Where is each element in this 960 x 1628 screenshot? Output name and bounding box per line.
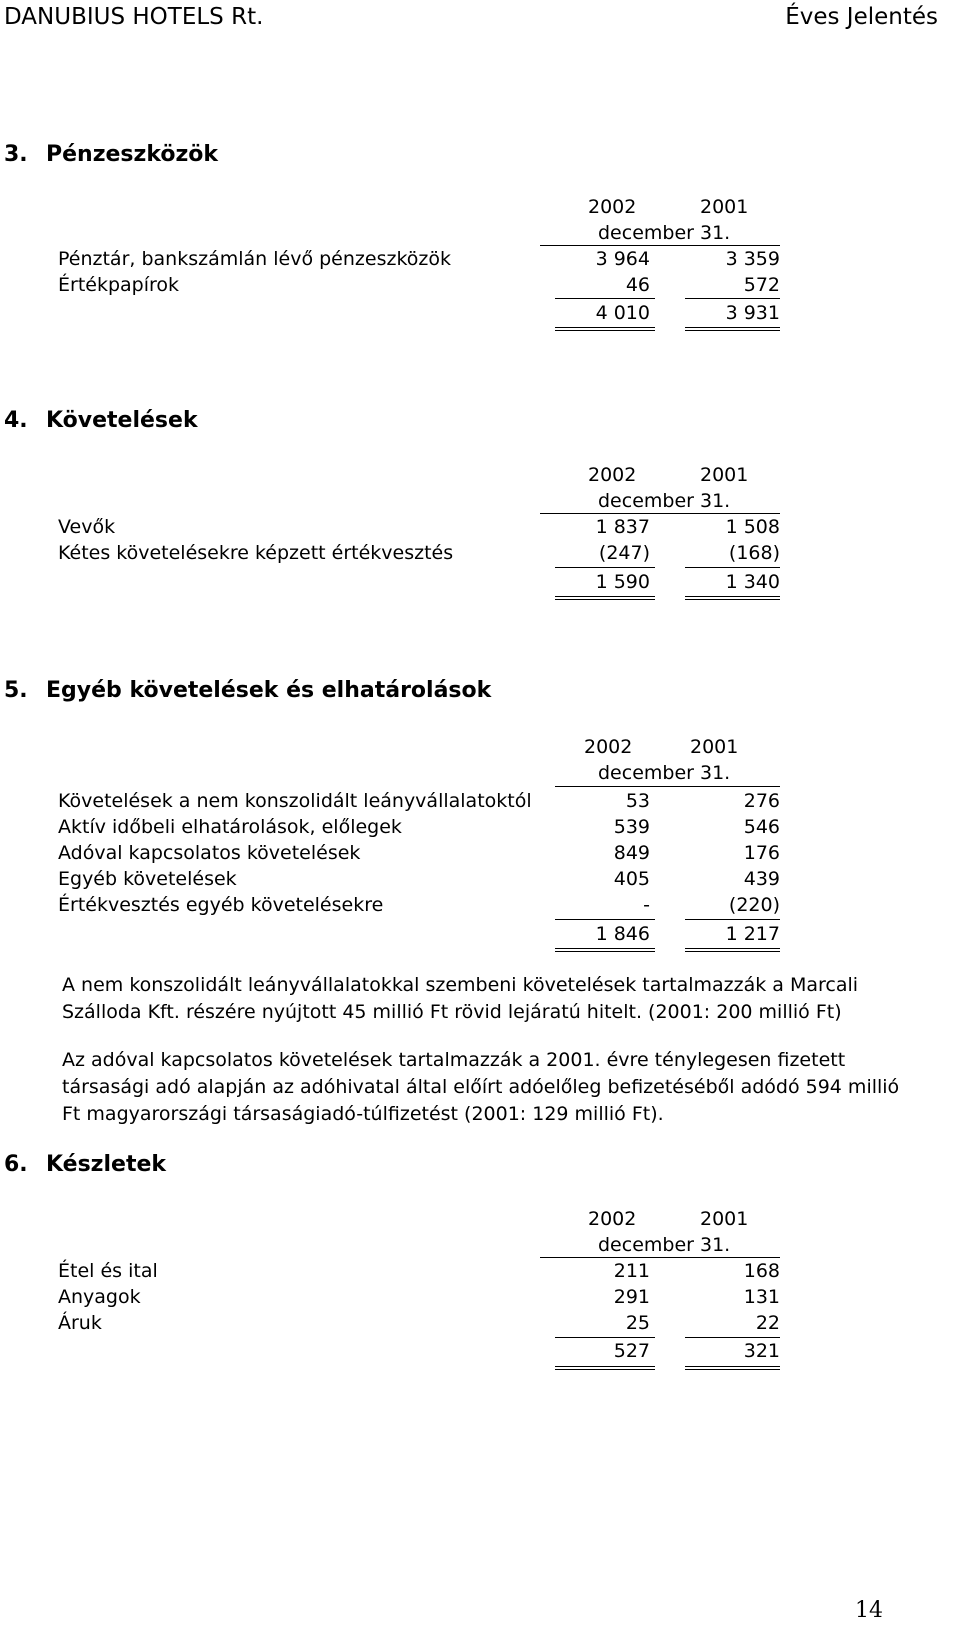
year-2001-header: 2001 bbox=[700, 1208, 749, 1230]
value-2002: 1 837 bbox=[595, 516, 650, 538]
total-double-rule bbox=[685, 1366, 780, 1370]
value-2001: 3 359 bbox=[725, 248, 780, 270]
total-2001: 1 217 bbox=[725, 923, 780, 945]
section-title: Követelések bbox=[46, 408, 198, 433]
total-double-rule bbox=[685, 948, 780, 952]
total-2002: 4 010 bbox=[595, 302, 650, 324]
year-2001-header: 2001 bbox=[700, 196, 749, 218]
row-label: Adóval kapcsolatos követelések bbox=[58, 842, 361, 864]
value-2001: 572 bbox=[743, 274, 780, 296]
value-2001: 168 bbox=[743, 1260, 780, 1282]
total-double-rule bbox=[685, 327, 780, 331]
total-2002: 1 846 bbox=[595, 923, 650, 945]
section-number: 3. bbox=[4, 142, 28, 167]
row-label: Vevők bbox=[58, 516, 116, 538]
value-2002: 3 964 bbox=[595, 248, 650, 270]
value-2001: 176 bbox=[743, 842, 780, 864]
section-title: Egyéb követelések és elhatárolások bbox=[46, 678, 492, 703]
value-2001: 1 508 bbox=[725, 516, 780, 538]
value-2002: 46 bbox=[625, 274, 650, 296]
section-title: Pénzeszközök bbox=[46, 142, 219, 167]
row-label: Étel és ital bbox=[58, 1260, 158, 1282]
page-number: 14 bbox=[855, 1598, 883, 1623]
report-title: Éves Jelentés bbox=[785, 4, 938, 30]
section-6-heading bbox=[4, 1152, 166, 1178]
total-double-rule bbox=[555, 327, 655, 331]
note-paragraph: Az adóval kapcsolatos követelések tartalmazzák a 2001. évre ténylegesen fizetett társasági adó alapján az adóhivatal által előírt adóelőleg befizetéséből adódó 594 millió Ft magyarországi társaságiadó-túlfizetést (2001: 129 millió Ft). bbox=[62, 1049, 900, 1125]
total-2002: 1 590 bbox=[595, 571, 650, 593]
year-2002-header: 2002 bbox=[588, 464, 637, 486]
balance-date: december 31. bbox=[598, 222, 731, 244]
value-2001: 276 bbox=[743, 790, 780, 812]
row-label: Pénztár, bankszámlán lévő pénzeszközök bbox=[58, 248, 451, 270]
section-number: 4. bbox=[4, 408, 28, 433]
section-title: Készletek bbox=[46, 1152, 167, 1177]
value-2002: 211 bbox=[613, 1260, 650, 1282]
header-rule bbox=[555, 786, 780, 787]
value-2002: 25 bbox=[625, 1312, 650, 1334]
value-2001: 546 bbox=[743, 816, 780, 838]
subtotal-rule bbox=[685, 298, 780, 299]
year-2002-header: 2002 bbox=[588, 1208, 637, 1230]
section-number: 5. bbox=[4, 678, 28, 703]
total-double-rule bbox=[555, 596, 655, 600]
subtotal-rule bbox=[685, 567, 780, 568]
company-name: DANUBIUS HOTELS Rt. bbox=[4, 4, 264, 30]
section-number: 6. bbox=[4, 1152, 28, 1177]
total-double-rule bbox=[685, 596, 780, 600]
total-2001: 1 340 bbox=[725, 571, 780, 593]
total-2001: 321 bbox=[743, 1340, 780, 1362]
section-5-heading bbox=[4, 678, 491, 704]
year-2002-header: 2002 bbox=[584, 736, 633, 758]
total-2002: 527 bbox=[613, 1340, 650, 1362]
value-2001: (220) bbox=[728, 894, 780, 916]
value-2001: 22 bbox=[755, 1312, 780, 1334]
balance-date: december 31. bbox=[598, 1234, 731, 1256]
balance-date: december 31. bbox=[598, 762, 731, 784]
total-double-rule bbox=[555, 948, 655, 952]
row-label: Egyéb követelések bbox=[58, 868, 237, 890]
year-2002-header: 2002 bbox=[588, 196, 637, 218]
value-2001: (168) bbox=[728, 542, 780, 564]
subtotal-rule bbox=[685, 919, 780, 920]
value-2002: 539 bbox=[613, 816, 650, 838]
value-2002: 405 bbox=[613, 868, 650, 890]
subtotal-rule bbox=[555, 298, 655, 299]
value-2002: - bbox=[643, 894, 650, 916]
row-label: Kétes követelésekre képzett értékvesztés bbox=[58, 542, 454, 564]
row-label: Aktív időbeli elhatárolások, előlegek bbox=[58, 816, 402, 838]
row-label: Értékpapírok bbox=[58, 274, 180, 296]
section-4-heading bbox=[4, 408, 198, 434]
year-2001-header: 2001 bbox=[700, 464, 749, 486]
row-label: Értékvesztés egyéb követelésekre bbox=[58, 894, 384, 916]
value-2002: (247) bbox=[598, 542, 650, 564]
value-2001: 439 bbox=[743, 868, 780, 890]
value-2002: 849 bbox=[613, 842, 650, 864]
row-label: Követelések a nem konszolidált leányvállalatoktól bbox=[58, 790, 532, 812]
note-paragraph: A nem konszolidált leányvállalatokkal szembeni követelések tartalmazzák a Marcali Szálloda Kft. részére nyújtott 45 millió Ft rövid lejáratú hitelt. (2001: 200 millió Ft) bbox=[62, 974, 859, 1023]
row-label: Anyagok bbox=[58, 1286, 141, 1308]
value-2002: 291 bbox=[613, 1286, 650, 1308]
row-label: Áruk bbox=[58, 1312, 102, 1334]
year-2001-header: 2001 bbox=[690, 736, 739, 758]
balance-date: december 31. bbox=[598, 490, 731, 512]
total-2001: 3 931 bbox=[725, 302, 780, 324]
value-2002: 53 bbox=[625, 790, 650, 812]
total-double-rule bbox=[555, 1366, 655, 1370]
section-3-heading bbox=[4, 142, 218, 168]
subtotal-rule bbox=[555, 567, 655, 568]
subtotal-rule bbox=[555, 919, 655, 920]
value-2001: 131 bbox=[743, 1286, 780, 1308]
